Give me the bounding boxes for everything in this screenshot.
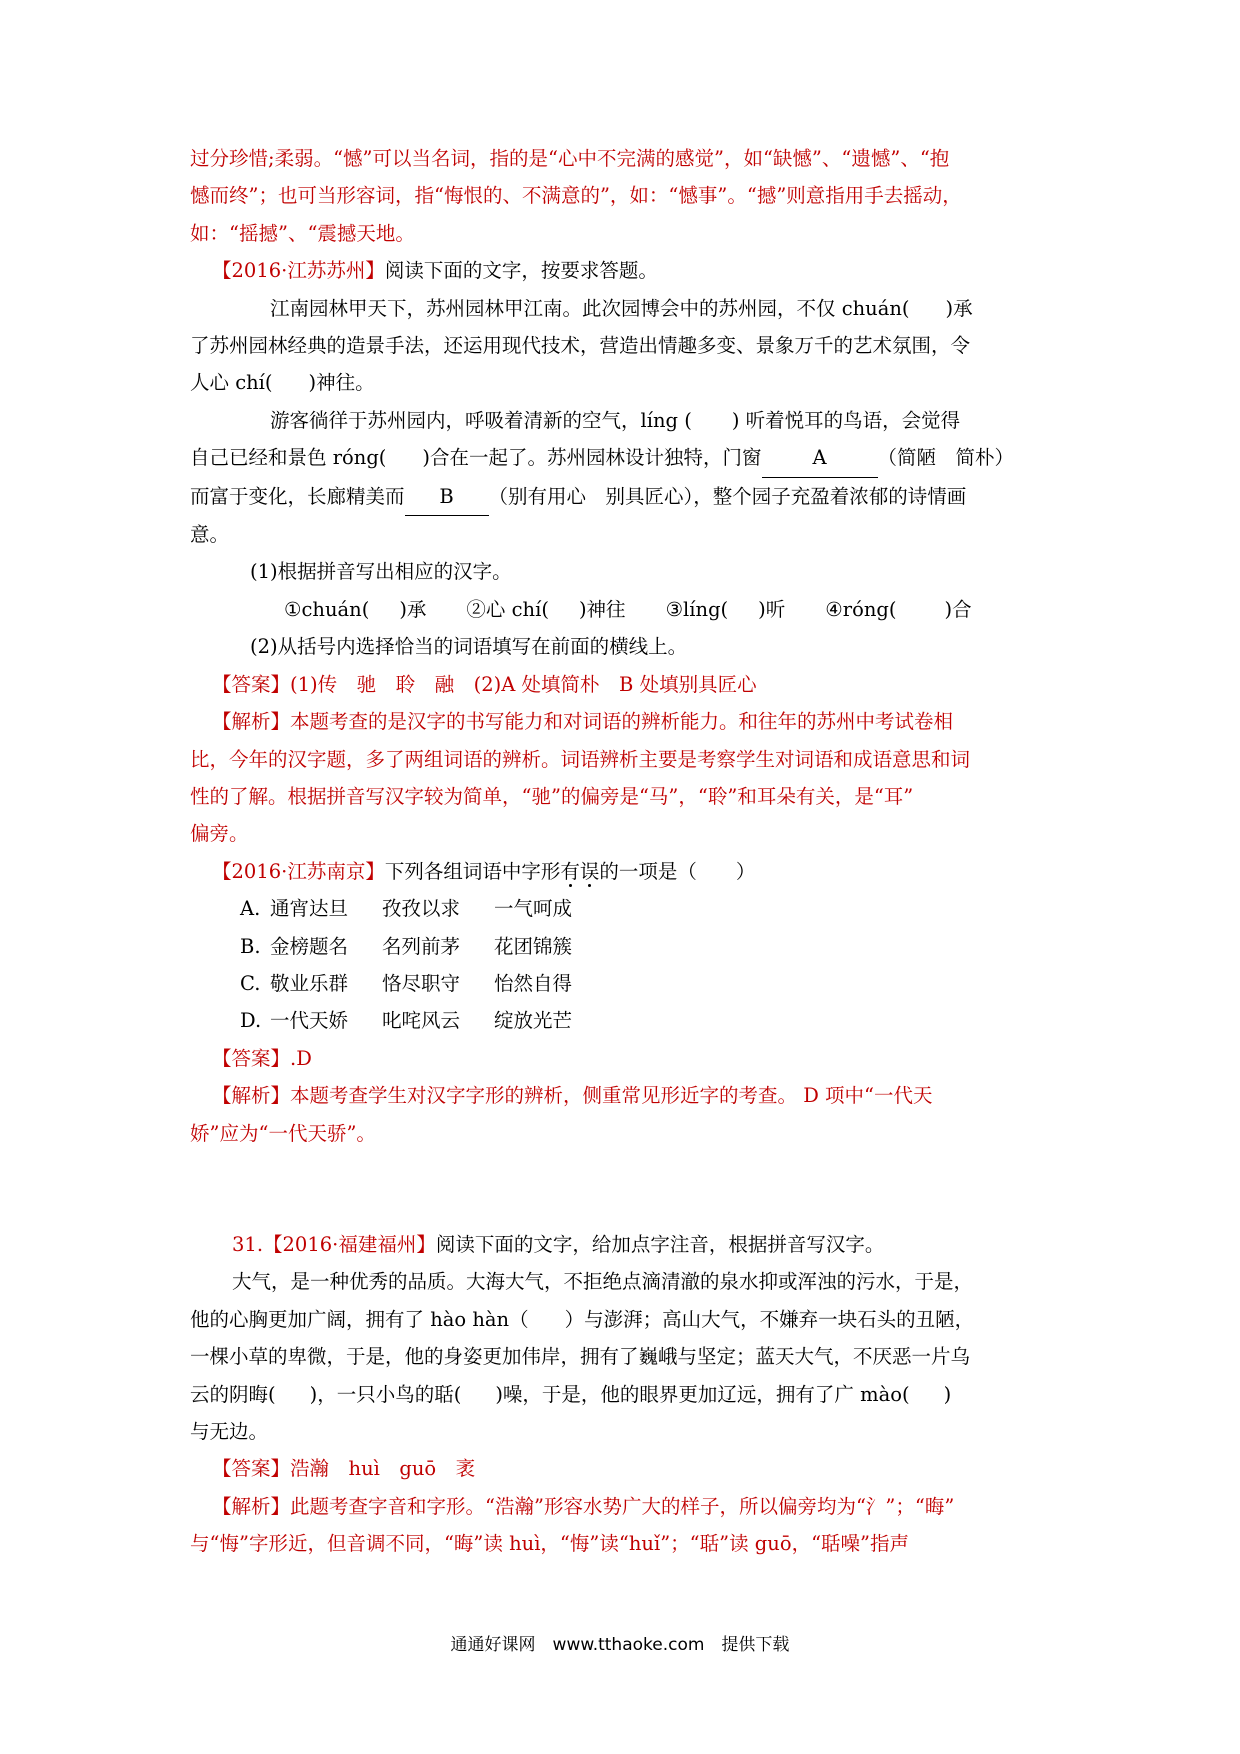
text-line: 过分珍惜;柔弱。“憾”可以当名词，指的是“心中不完满的感觉”，如“缺憾”、“遗憾”、“抱 — [190, 147, 950, 170]
question-header — [190, 853, 1058, 890]
question-source-tag: 【2016·江苏南京】 — [212, 859, 385, 883]
passage-line — [190, 439, 1058, 477]
option-a[interactable] — [190, 890, 1058, 927]
emphasis-dot-char: 有 — [560, 859, 580, 883]
option-word: 名列前茅 — [382, 934, 461, 958]
option-word: 敬业乐群 — [270, 971, 349, 995]
option-word: 金榜题名 — [270, 934, 349, 958]
answer-blank-b[interactable]: B — [405, 478, 489, 516]
analysis-line — [190, 703, 1058, 740]
document-body — [190, 140, 1058, 1563]
answer-tag: 【答案】 — [212, 1457, 291, 1481]
item-text: ④róng( — [825, 597, 897, 621]
question-number: 31. — [232, 1232, 264, 1256]
option-word: 绽放光芒 — [494, 1009, 573, 1033]
analysis-line: 偏旁。 — [190, 822, 249, 846]
answer-line — [190, 666, 1058, 703]
passage-line — [190, 1376, 1058, 1413]
question-source-tag: 【2016·江苏苏州】 — [212, 259, 385, 283]
option-word: 叱咤风云 — [382, 1009, 461, 1033]
passage-line — [190, 402, 1058, 439]
passage-text: ）与澎湃；高山大气，不嫌弃一块石头的丑陋， — [564, 1307, 975, 1331]
passage-line: 大气，是一种优秀的品质。大海大气，不拒绝点滴清澈的泉水抑或浑浊的污水，于是， — [232, 1270, 974, 1294]
passage-text: 人心 chí( — [190, 371, 273, 395]
answer-text: 浩瀚 huì guō 袤 — [290, 1457, 476, 1481]
option-word: 一气呵成 — [494, 897, 573, 921]
item-text: )合 — [944, 597, 972, 621]
passage-line: 意。 — [190, 523, 230, 547]
passage-text: )，一只小鸟的聒( — [309, 1382, 462, 1406]
option-key: C. — [240, 971, 261, 995]
option-word: 花团锦簇 — [494, 934, 573, 958]
answer-text: .D — [290, 1046, 312, 1070]
item-text: ③líng( — [665, 597, 729, 621]
passage-text: （简陋 简朴） — [877, 446, 1015, 470]
passage-line: 了苏州园林经典的造景手法，还运用现代技术，营造出情趣多变、景象万千的艺术氛围，令 — [190, 334, 971, 358]
passage-line — [190, 478, 1058, 516]
analysis-tag: 【解析】 — [212, 710, 291, 734]
analysis-line: 比，今年的汉字题，多了两组词语的辨析。词语辨析主要是考察学生对词语和成语意思和词 — [190, 747, 971, 771]
page-footer: 通通好课网 www.tthaoke.com 提供下载 — [450, 1635, 790, 1655]
passage-text: 云的阴晦( — [190, 1382, 276, 1406]
analysis-tag: 【解析】 — [212, 1084, 291, 1108]
option-word: 怡然自得 — [494, 971, 573, 995]
passage-text: 游客徜徉于苏州园内，呼吸着清新的空气，líng ( — [270, 408, 692, 432]
analysis-line: 娇”应为“一代天骄”。 — [190, 1121, 376, 1145]
passage-text: )合在一起了。苏州园林设计独特，门窗 — [422, 446, 762, 470]
analysis-text: 本题考查的是汉字的书写能力和对词语的辨析能力。和往年的苏州中考试卷相 — [290, 710, 954, 734]
spacer — [190, 1152, 1058, 1226]
analysis-line — [190, 1488, 1058, 1525]
answer-blank-a[interactable]: A — [762, 439, 878, 477]
item-text: )承 — [399, 597, 427, 621]
emphasis-dot-char: 误 — [579, 859, 600, 883]
option-key: A. — [240, 897, 261, 921]
text-line: 憾而终”；也可当形容词，指“悔恨的、不满意的”，如：“憾事”。“撼”则意指用手去摇动， — [190, 184, 962, 208]
analysis-line: 性的了解。根据拼音写汉字较为简单，“驰”的偏旁是“马”，“聆”和耳朵有关，是“耳” — [190, 784, 914, 808]
option-word: 一代天娇 — [270, 1009, 349, 1033]
option-word: 孜孜以求 — [382, 897, 461, 921]
option-c[interactable] — [190, 965, 1058, 1002]
item-text: )听 — [758, 597, 786, 621]
answer-text: (1)传 驰 聆 融 (2)A 处填简朴 B 处填别具匠心 — [290, 672, 757, 696]
item-text: )神往 — [578, 597, 626, 621]
option-word: 通宵达旦 — [270, 897, 349, 921]
question-prompt: 下列各组词语中字形 — [384, 859, 561, 883]
option-word: 恪尽职守 — [382, 971, 461, 995]
question-header — [190, 252, 1058, 289]
sub-question-2: (2)从括号内选择恰当的词语填写在前面的横线上。 — [250, 635, 688, 659]
sub-question-1-items — [190, 591, 1058, 628]
passage-text: 自己已经和景色 róng( — [190, 446, 387, 470]
item-text: ①chuán( — [284, 597, 370, 621]
option-d[interactable] — [190, 1002, 1058, 1039]
passage-text: )神往。 — [308, 371, 375, 395]
passage-line — [190, 290, 1058, 327]
analysis-text: 此题考查字音和字形。“浩瀚”形容水势广大的样子，所以偏旁均为“氵”；“晦” — [290, 1494, 955, 1518]
passage-text: )承 — [945, 296, 973, 320]
passage-text: 他的心胸更加广阔，拥有了 hào hàn（ — [190, 1307, 529, 1331]
passage-line: 一棵小草的卑微，于是，他的身姿更加伟岸，拥有了巍峨与坚定；蓝天大气，不厌恶一片乌 — [190, 1345, 971, 1369]
analysis-tag: 【解析】 — [212, 1494, 291, 1518]
analysis-text: 本题考查学生对汉字字形的辨析，侧重常见形近字的考查。 D 项中“一代天 — [290, 1084, 933, 1108]
analysis-line — [190, 1077, 1058, 1114]
answer-tag: 【答案】 — [212, 1046, 291, 1070]
answer-line — [190, 1450, 1058, 1487]
analysis-line: 与“悔”字形近，但音调不同，“晦”读 huì，“悔”读“huǐ”；“聒”读 guō，“聒噪”指声 — [190, 1532, 910, 1556]
question-prompt: 阅读下面的文字，按要求答题。 — [384, 259, 658, 283]
option-b[interactable] — [190, 928, 1058, 965]
answer-tag: 【答案】 — [212, 672, 291, 696]
text-line: 如：“摇撼”、“震撼天地。 — [190, 221, 415, 245]
question-header — [190, 1226, 1058, 1263]
question-prompt: 的一项是（ ） — [599, 859, 756, 883]
answer-line — [190, 1040, 1058, 1077]
passage-text: （别有用心 别具匠心），整个园子充盈着浓郁的诗情画 — [488, 484, 967, 508]
passage-text: 江南园林甲天下，苏州园林甲江南。此次园博会中的苏州园，不仅 chuán( — [270, 296, 910, 320]
item-text: ②心 chí( — [466, 597, 549, 621]
question-prompt: 阅读下面的文字，给加点字注音，根据拼音写汉字。 — [435, 1232, 885, 1256]
passage-text: 而富于变化，长廊精美而 — [190, 484, 405, 508]
passage-line — [190, 364, 1058, 401]
passage-line: 与无边。 — [190, 1420, 269, 1443]
option-key: B. — [240, 934, 261, 958]
passage-text: ) 听着悦耳的鸟语，会觉得 — [731, 408, 961, 432]
passage-text: )噪，于是，他的眼界更加辽远，拥有了广 mào( — [495, 1382, 910, 1406]
passage-line — [190, 1301, 1058, 1338]
option-key: D. — [240, 1009, 262, 1033]
passage-text: ) — [943, 1382, 952, 1406]
sub-question-1: (1)根据拼音写出相应的汉字。 — [250, 560, 512, 584]
question-source-tag: 【2016·福建福州】 — [263, 1232, 436, 1256]
